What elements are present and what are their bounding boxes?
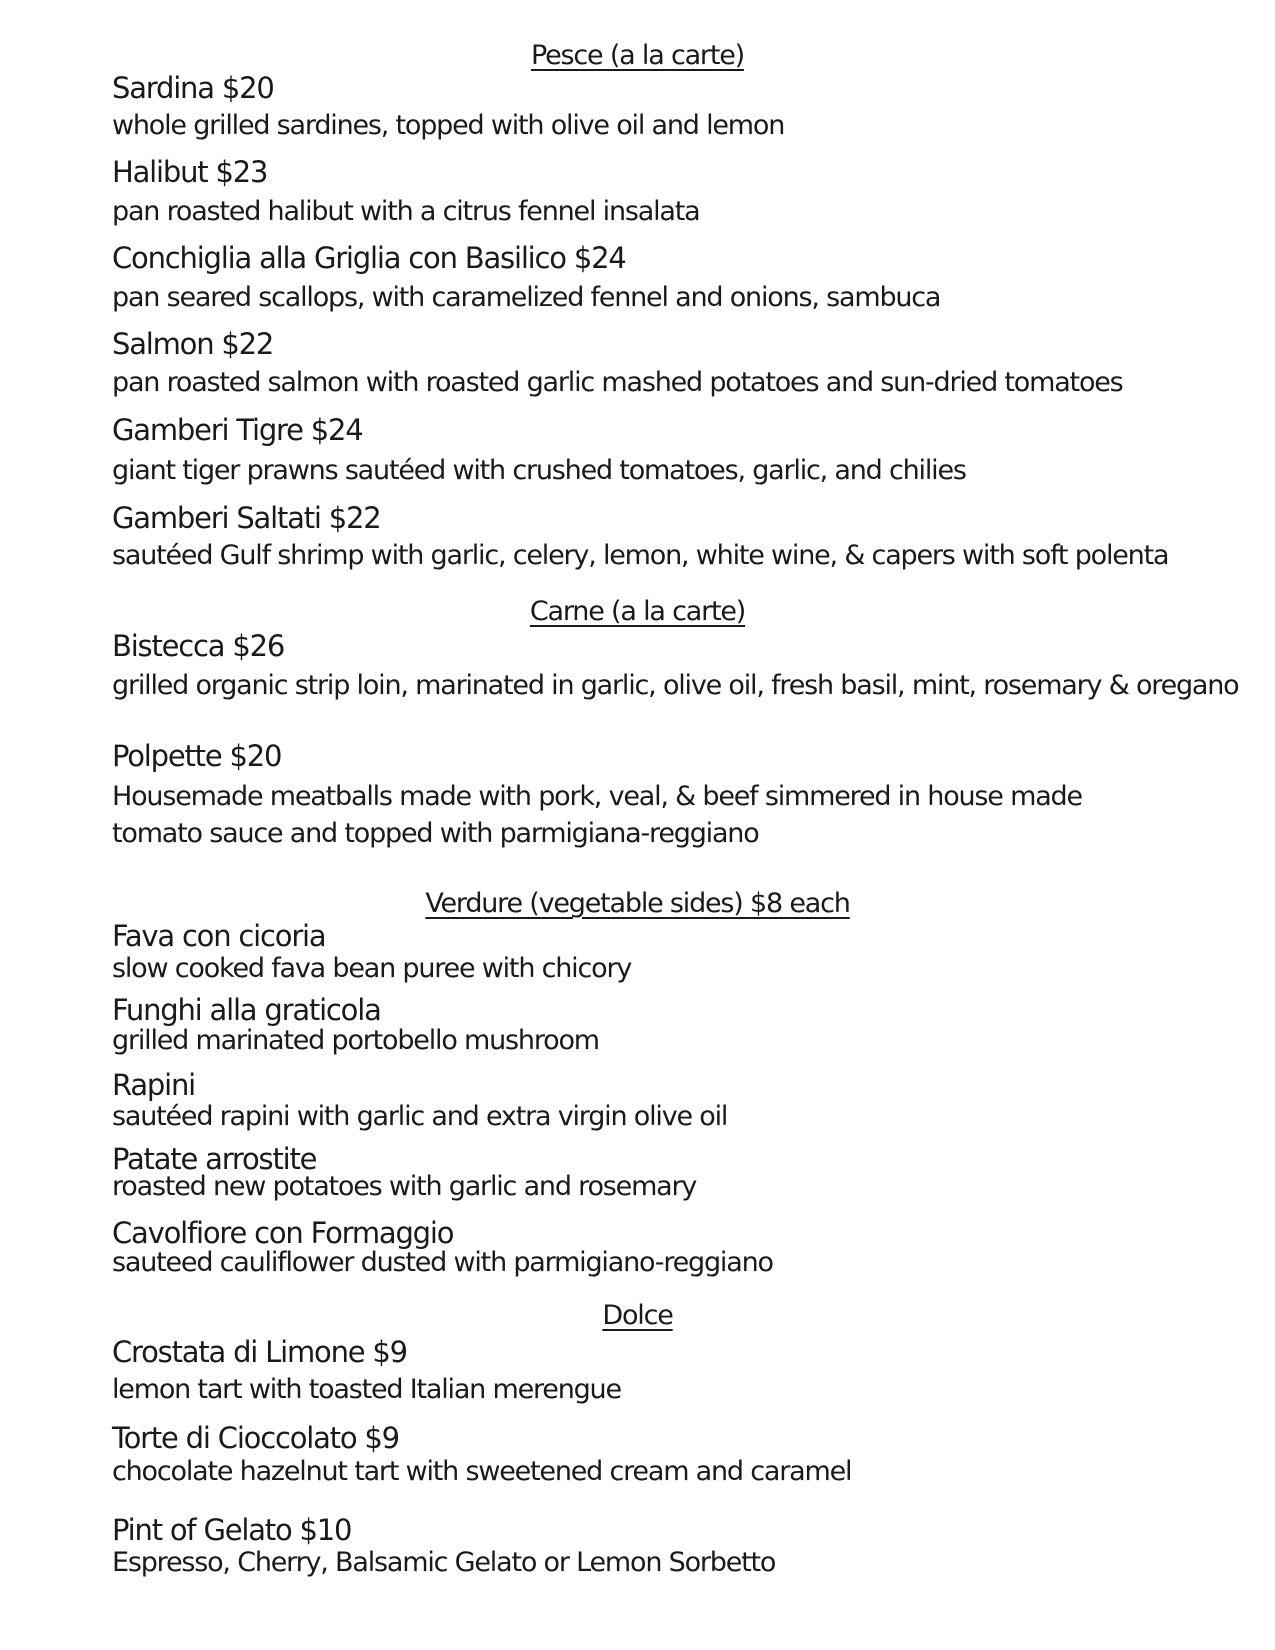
menu-item-description: Espresso, Cherry, Balsamic Gelato or Lemon Sorbetto <box>112 1547 776 1578</box>
menu-item-description: grilled organic strip loin, marinated in garlic, olive oil, fresh basil, mint, rosemary & oregano <box>112 670 1239 701</box>
menu-item-description: pan roasted halibut with a citrus fennel insalata <box>112 196 700 227</box>
menu-item-name: Rapini <box>112 1068 195 1102</box>
section-heading-pesce: Pesce (a la carte) <box>531 40 744 71</box>
menu-item-name: Halibut $23 <box>112 155 268 189</box>
menu-item-description: pan seared scallops, with caramelized fennel and onions, sambuca <box>112 282 941 313</box>
menu-item-name: Torte di Cioccolato $9 <box>112 1421 399 1455</box>
menu-item-name: Bistecca $26 <box>112 629 285 663</box>
menu-item-description: lemon tart with toasted Italian merengue <box>112 1374 621 1405</box>
menu-item-description: pan roasted salmon with roasted garlic mashed potatoes and sun-dried tomatoes <box>112 367 1123 398</box>
section-heading-dolce: Dolce <box>602 1300 673 1331</box>
menu-item-name: Funghi alla graticola <box>112 993 381 1027</box>
menu-item-name: Crostata di Limone $9 <box>112 1335 407 1369</box>
menu-item-name: Conchiglia alla Griglia con Basilico $24 <box>112 241 626 275</box>
menu-item-name: Fava con cicoria <box>112 919 326 953</box>
menu-item-name: Patate arrostite <box>112 1142 317 1176</box>
menu-item-description: sauteed cauliflower dusted with parmigiano-reggiano <box>112 1247 773 1278</box>
menu-item-description: roasted new potatoes with garlic and rosemary <box>112 1171 697 1202</box>
menu-item-description: Housemade meatballs made with pork, veal, & beef simmered in house made tomato sauce and topped with parmigiana-reggiano <box>112 781 1082 849</box>
menu-item-description: giant tiger prawns sautéed with crushed tomatoes, garlic, and chilies <box>112 455 966 486</box>
section-heading-carne: Carne (a la carte) <box>529 596 746 627</box>
menu-item-name: Sardina $20 <box>112 71 274 105</box>
menu-item-name: Gamberi Saltati $22 <box>112 501 381 535</box>
menu-item-description: chocolate hazelnut tart with sweetened cream and caramel <box>112 1456 852 1487</box>
menu-item-description: whole grilled sardines, topped with olive oil and lemon <box>112 110 785 141</box>
menu-item-description: sautéed Gulf shrimp with garlic, celery, lemon, white wine, & capers with soft polenta <box>112 540 1169 571</box>
section-heading-verdure: Verdure (vegetable sides) $8 each <box>425 888 850 919</box>
menu-item-name: Gamberi Tigre $24 <box>112 413 363 447</box>
menu-item-name: Cavolfiore con Formaggio <box>112 1216 454 1250</box>
menu-item-name: Salmon $22 <box>112 327 274 361</box>
menu-item-description: slow cooked fava bean puree with chicory <box>112 953 632 984</box>
menu-item-name: Polpette $20 <box>112 739 282 773</box>
menu-item-name: Pint of Gelato $10 <box>112 1513 352 1547</box>
menu-item-description: grilled marinated portobello mushroom <box>112 1025 599 1056</box>
menu-item-description: sautéed rapini with garlic and extra virgin olive oil <box>112 1101 728 1132</box>
